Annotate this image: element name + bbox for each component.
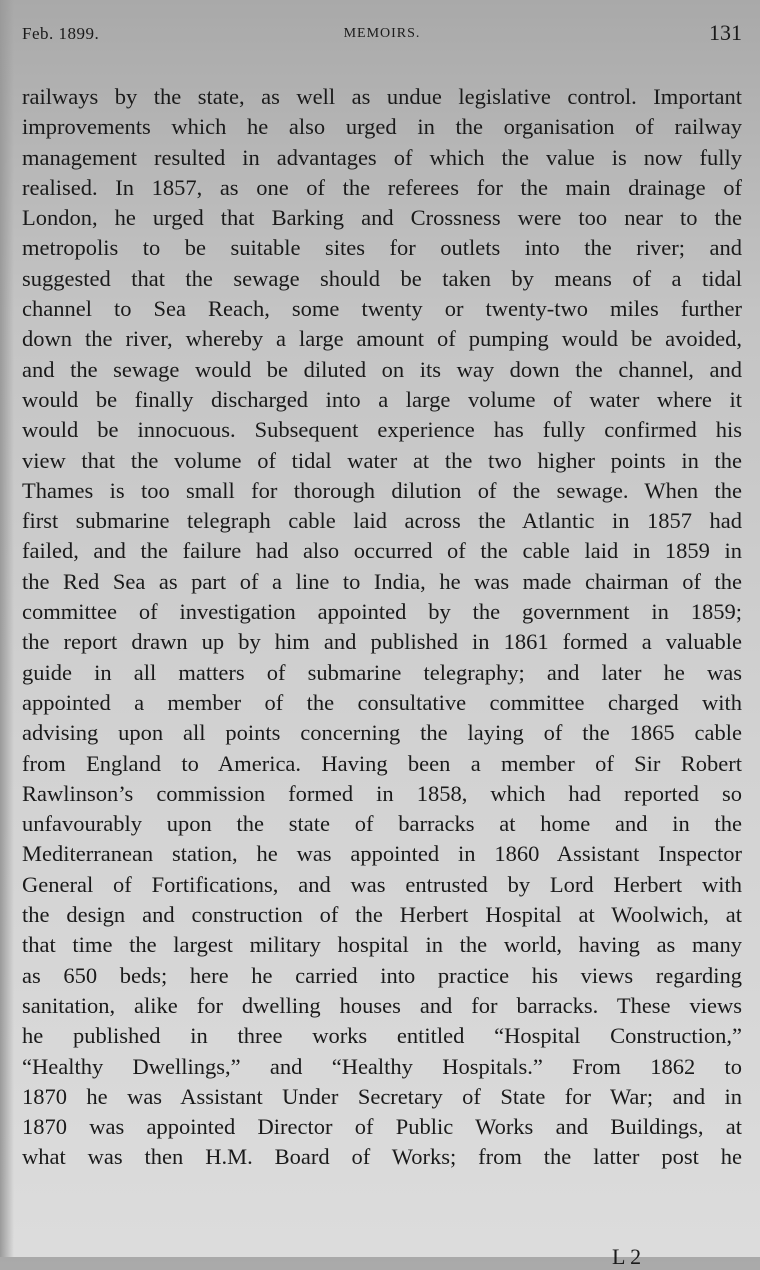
text-line: the design and construction of the Herbert Hospital at Woolwich, at bbox=[22, 902, 742, 928]
body-text bbox=[22, 82, 742, 1173]
text-line: unfavourably upon the state of barracks at home and in the bbox=[22, 811, 742, 837]
page-number: 131 bbox=[709, 20, 742, 45]
text-line: 1870 was appointed Director of Public Works and Buildings, at bbox=[22, 1114, 742, 1140]
page-edge-shadow bbox=[0, 0, 14, 1257]
text-line: the Red Sea as part of a line to India, he was made chairman of the bbox=[22, 568, 742, 594]
text-line: advising upon all points concerning the laying of the 1865 cable bbox=[22, 720, 742, 746]
text-line: channel to Sea Reach, some twenty or twenty-two miles further bbox=[22, 296, 742, 322]
text-line: guide in all matters of submarine telegraphy; and later he was bbox=[22, 659, 742, 685]
text-line: first submarine telegraph cable laid across the Atlantic in 1857 had bbox=[22, 508, 742, 534]
text-line: the report drawn up by him and published in 1861 formed a valuable bbox=[22, 629, 742, 655]
text-line: management resulted in advantages of which the value is now fully bbox=[22, 144, 742, 170]
text-line: suggested that the sewage should be taken by means of a tidal bbox=[22, 265, 742, 291]
header-date: Feb. 1899. bbox=[22, 24, 100, 43]
text-line: Rawlinson’s commission formed in 1858, which had reported so bbox=[22, 780, 742, 806]
text-line: improvements which he also urged in the organisation of railway bbox=[22, 114, 742, 140]
text-line: metropolis to be suitable sites for outlets into the river; and bbox=[22, 235, 742, 261]
text-line: committee of investigation appointed by the government in 1859; bbox=[22, 599, 742, 625]
text-line: would be finally discharged into a large volume of water where it bbox=[22, 386, 742, 412]
text-line: from England to America. Having been a member of Sir Robert bbox=[22, 750, 742, 776]
text-line: General of Fortifications, and was entrusted by Lord Herbert with bbox=[22, 871, 742, 897]
text-line: 1870 he was Assistant Under Secretary of State for War; and in bbox=[22, 1083, 742, 1109]
running-header bbox=[22, 20, 742, 50]
text-line: he published in three works entitled “Hospital Construction,” bbox=[22, 1023, 742, 1049]
text-line: sanitation, alike for dwelling houses and for barracks. These views bbox=[22, 992, 742, 1018]
text-line: view that the volume of tidal water at the two higher points in the bbox=[22, 447, 742, 473]
text-line: Thames is too small for thorough dilution of the sewage. When the bbox=[22, 477, 742, 503]
text-line: what was then H.M. Board of Works; from the latter post he bbox=[22, 1144, 742, 1170]
text-line: railways by the state, as well as undue legislative control. Important bbox=[22, 84, 742, 109]
text-line: London, he urged that Barking and Crossness were too near to the bbox=[22, 205, 742, 231]
text-line: realised. In 1857, as one of the referees for the main drainage of bbox=[22, 174, 742, 200]
text-line: down the river, whereby a large amount of pumping would be avoided, bbox=[22, 326, 742, 352]
text-line: that time the largest military hospital in the world, having as many bbox=[22, 932, 742, 958]
text-line: Mediterranean station, he was appointed in 1860 Assistant Inspector bbox=[22, 841, 742, 867]
signature-mark: L 2 bbox=[612, 1244, 642, 1269]
text-line: as 650 beds; here he carried into practice his views regarding bbox=[22, 962, 742, 988]
text-line: and the sewage would be diluted on its way down the channel, and bbox=[22, 356, 742, 382]
text-line: appointed a member of the consultative committee charged with bbox=[22, 689, 742, 715]
header-title: MEMOIRS. bbox=[343, 26, 421, 41]
text-line: “Healthy Dwellings,” and “Healthy Hospitals.” From 1862 to bbox=[22, 1053, 742, 1079]
text-line: failed, and the failure had also occurred of the cable laid in 1859 in bbox=[22, 538, 742, 564]
text-line: would be innocuous. Subsequent experience has fully confirmed his bbox=[22, 417, 742, 443]
